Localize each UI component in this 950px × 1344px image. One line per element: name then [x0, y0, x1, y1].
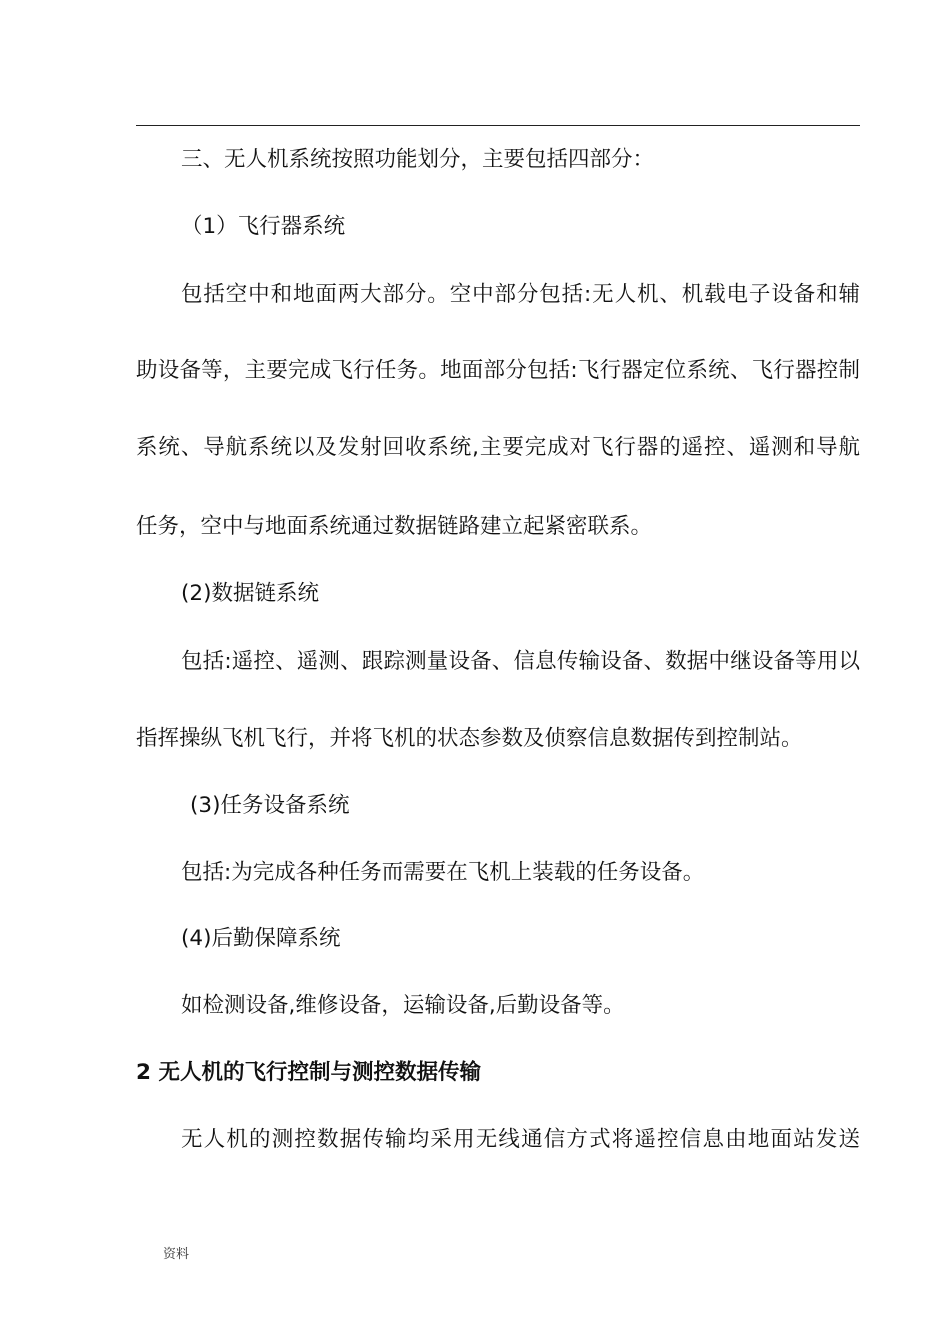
item4-line-1: 如检测设备,维修设备，运输设备,后勤设备等。 [181, 993, 625, 1018]
item1-title: （1）飞行器系统 [181, 214, 346, 239]
page-footer-label: 资料 [163, 1247, 190, 1262]
item3-title: (3)任务设备系统 [190, 793, 350, 818]
item4-title: (4)后勤保障系统 [181, 926, 341, 951]
item1-line-4: 任务，空中与地面系统通过数据链路建立起紧密联系。 [136, 514, 653, 539]
section-heading: 2 无人机的飞行控制与测控数据传输 [136, 1060, 481, 1085]
item2-line-1: 包括:遥控、遥测、跟踪测量设备、信息传输设备、数据中继设备等用以 [181, 649, 860, 674]
item1-line-1: 包括空中和地面两大部分。空中部分包括:无人机、机载电子设备和辅 [181, 282, 860, 307]
section-intro: 三、无人机系统按照功能划分，主要包括四部分： [181, 147, 655, 172]
header-rule [136, 125, 860, 126]
section2-line-1: 无人机的测控数据传输均采用无线通信方式将遥控信息由地面站发送 [181, 1127, 860, 1152]
item2-line-2: 指挥操纵飞机飞行，并将飞机的状态参数及侦察信息数据传到控制站。 [136, 726, 803, 751]
item2-title: (2)数据链系统 [181, 581, 319, 606]
item1-line-3: 系统、导航系统以及发射回收系统,主要完成对飞行器的遥控、遥测和导航 [136, 435, 860, 460]
item1-line-2: 助设备等，主要完成飞行任务。地面部分包括:飞行器定位系统、飞行器控制 [136, 358, 860, 383]
item3-line-1: 包括:为完成各种任务而需要在飞机上装载的任务设备。 [181, 860, 705, 885]
